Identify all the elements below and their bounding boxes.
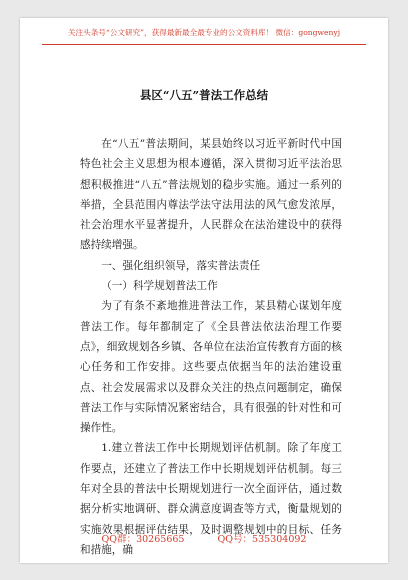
body-paragraph-1: 为了有条不紊地推进普法工作，某县精心谋划年度普法工作。每年都制定了《全县普法依法治理工作要点》，细致规划各乡镇、各单位在法治宣传教育方面的核心任务和工作安排。这些要点依据当年的法治建设重点、社会发展需求以及群众关注的热点问题制定，确保普法工作与实际情况紧密结合，具有很强的针对性和可操作性。 xyxy=(80,300,342,435)
footer-qq-number: QQ号：535304092 xyxy=(217,534,307,545)
subsection-heading: （一）科学规划普法工作 xyxy=(101,280,218,293)
footer-qq-group: QQ群：30265665 xyxy=(101,534,185,545)
footer-contact xyxy=(20,534,388,546)
section-heading: 一、强化组织领导，落实普法责任 xyxy=(101,259,261,272)
document-page xyxy=(20,18,388,563)
header-banner: 关注头条号“公文研究”，获得最新最全最专业的公文资料库！ 微信：gongwenyj xyxy=(67,28,341,37)
header-divider xyxy=(42,44,366,45)
document-title: 县区“八五”普法工作总结 xyxy=(139,88,269,102)
body-paragraph-2: 1.建立普法工作中长期规划评估机制。除了年度工作要点，还建立了普法工作中长期规划评估机制。每三年对全县的普法中长期规划进行一次全面评估，通过数据分析实地调研、群众满意度调查等方式，衡量规划的实施效果根据评估结果，及时调整规划中的目标、任务和措施，确 xyxy=(80,442,342,556)
intro-paragraph: 在“八五”普法期间，某县始终以习近平新时代中国特色社会主义思想为根本遵循，深入贯彻习近平法治思想积极推进“八五”普法规划的稳步实施。通过一系列的举措，全县范围内尊法学法守法用法的风气愈发浓厚，社会治理水平显著提升，人民群众在法治建设中的获得感持续增强。 xyxy=(80,138,342,252)
document-body xyxy=(80,134,342,560)
